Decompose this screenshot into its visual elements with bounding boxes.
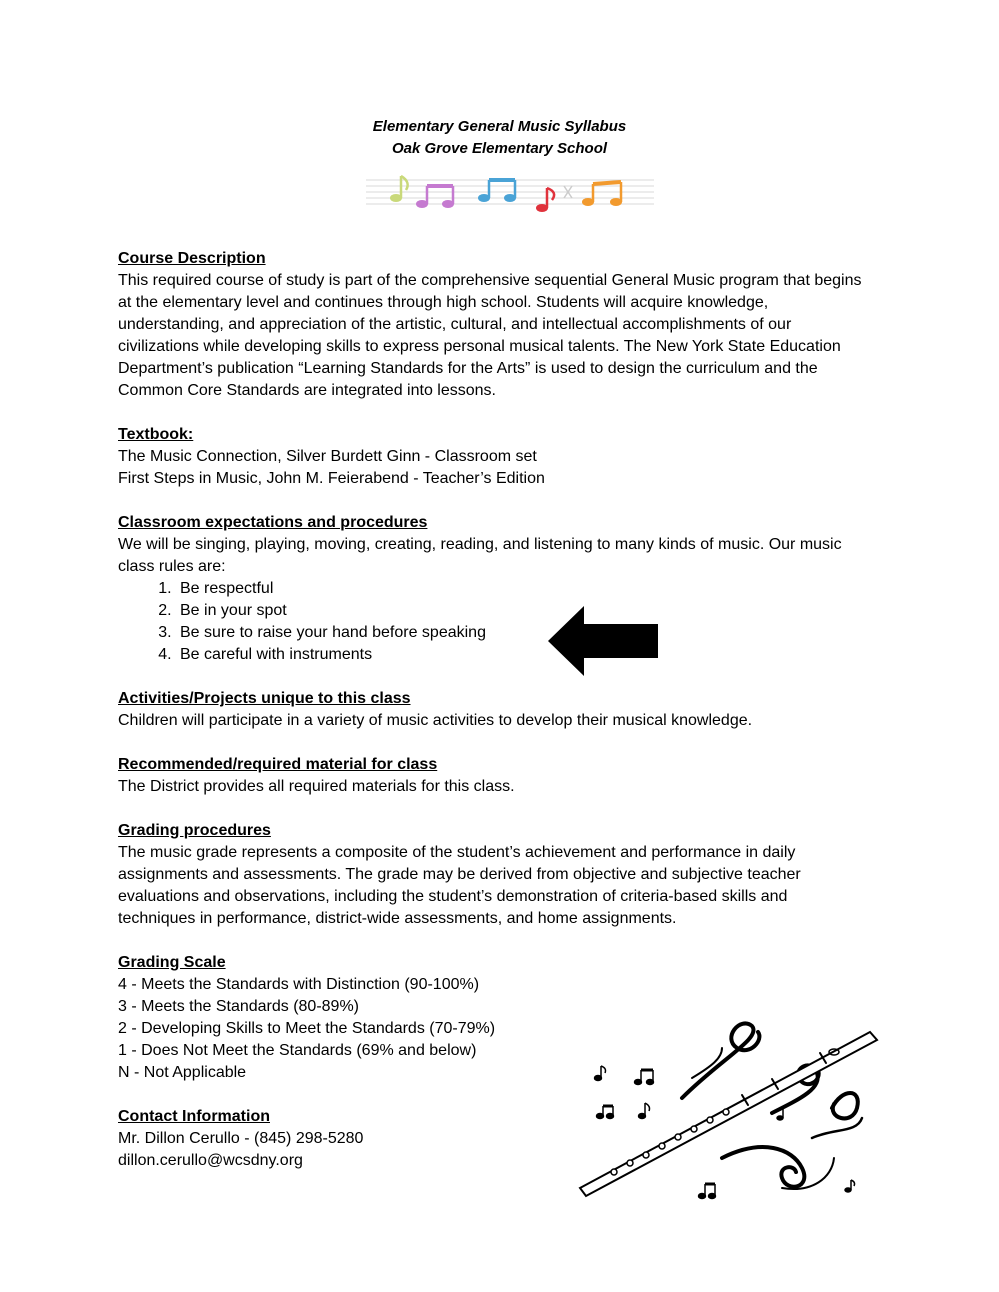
rule-item: 4. Be careful with instruments [176,644,888,666]
grading-section [118,820,888,930]
materials-line: The District provides all required materials for this class. [118,778,515,795]
activities-section [118,688,888,732]
grading-scale-line: 3 - Meets the Standards (80-89%) [118,998,360,1015]
contact-heading: Contact Information [118,1108,270,1125]
course-description-line: Department’s publication “Learning Standards for the Arts” is used to design the curriculum and the [118,360,818,377]
activities-line: Children will participate in a variety of music activities to develop their musical knowledge. [118,712,753,729]
grading-line: evaluations and observations, including the student’s demonstration of criteria-based skills and [118,888,788,905]
course-description-line: understanding, and appreciation of the artistic, cultural, and intellectual accomplishments of our [118,316,792,333]
grading-scale-heading: Grading Scale [118,954,226,971]
rule-item: 2. Be in your spot [176,600,888,622]
pink-note-icon [416,186,454,208]
course-description-line: Common Core Standards are integrated into lessons. [118,382,496,399]
textbook-line: The Music Connection, Silver Burdett Ginn - Classroom set [118,448,537,465]
textbook-section [118,424,888,490]
textbook-heading: Textbook: [118,426,194,443]
materials-section [118,754,888,798]
school-name: Oak Grove Elementary School [391,140,608,157]
left-arrow-icon [548,604,660,678]
rule-item: 3. Be sure to raise your hand before speaking [176,622,888,644]
course-description-heading: Course Description [118,250,266,267]
grading-scale-line: 4 - Meets the Standards with Distinction (90-100%) [118,976,480,993]
blue-note-icon [478,180,516,202]
grading-scale-line: 1 - Does Not Meet the Standards (69% and below) [118,1042,477,1059]
expectations-heading: Classroom expectations and procedures [118,514,428,531]
course-description-section [118,248,888,402]
flute-illustration-icon [572,1018,884,1208]
grading-line: The music grade represents a composite of the student’s achievement and performance in daily [118,844,796,861]
grading-line: assignments and assessments. The grade may be derived from objective and subjective teacher [118,866,801,883]
expectations-line: We will be singing, playing, moving, creating, reading, and listening to many kinds of music. Our music [118,536,842,553]
course-description-line: at the elementary level and continues through high school. Students will acquire knowledge, [118,294,769,311]
red-note-icon [536,186,572,212]
expectations-section [118,512,888,666]
materials-heading: Recommended/required material for class [118,756,438,773]
document-title: Elementary General Music Syllabus [372,118,627,135]
course-description-line: civilizations while developing skills to express personal musical talents. The New York State Education [118,338,841,355]
class-rules-list [118,578,888,666]
expectations-line: class rules are: [118,558,226,575]
grading-scale-line: N - Not Applicable [118,1064,247,1081]
course-description-line: This required course of study is part of the comprehensive sequential General Music program that begins [118,272,862,289]
grading-heading: Grading procedures [118,822,271,839]
grading-line: techniques in performance, district-wide assessments, and home assignments. [118,910,677,927]
contact-phone: Mr. Dillon Cerullo - (845) 298-5280 [118,1130,364,1147]
contact-email: dillon.cerullo@wcsdny.org [118,1152,303,1169]
textbook-line: First Steps in Music, John M. Feierabend - Teacher’s Edition [118,470,545,487]
rule-item: 1. Be respectful [176,578,888,600]
grading-scale-line: 2 - Developing Skills to Meet the Standards (70-79%) [118,1020,496,1037]
music-notes-banner [366,172,654,216]
activities-heading: Activities/Projects unique to this class [118,690,411,707]
